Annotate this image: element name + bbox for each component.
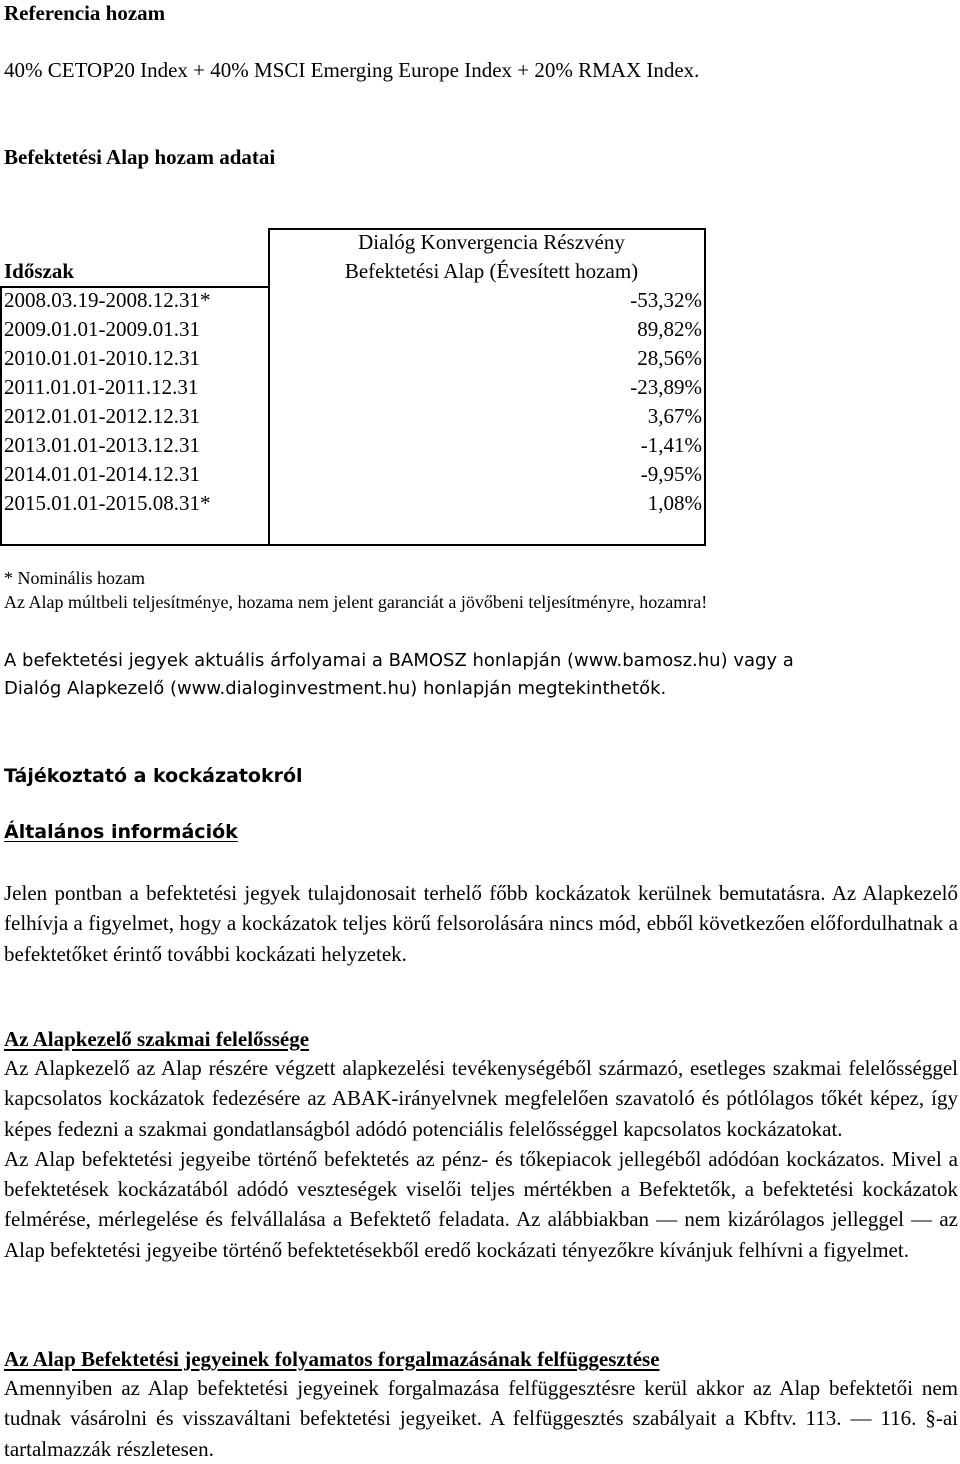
row-period: 2008.03.19-2008.12.31* bbox=[4, 288, 211, 312]
header-period: Időszak bbox=[4, 259, 75, 283]
row-period: 2011.01.01-2011.12.31 bbox=[4, 375, 199, 399]
table-row bbox=[0, 286, 708, 315]
row-value: 1,08% bbox=[647, 491, 702, 515]
general-info-text bbox=[4, 878, 958, 969]
liability-paragraph-2: Az Alap befektetési jegyeibe történő befektetés az pénz- és tőkepiacok jellegéből adódóan kockázatos. Mivel a befektetések kockázatából adódó veszteségek viselői teljes mértékben a Befektetők, a befektetési kockázatok felmérése, mérlegelése és felvállalása a Befektető feladata. Az alábbiakban — nem kizárólagos jelleggel — az Alap befektetési jegyeibe történő befektetésekből eredő kockázati tényezőkre kívánjuk felhívni a figyelmet. bbox=[4, 1146, 958, 1262]
row-period: 2014.01.01-2014.12.31 bbox=[4, 462, 200, 486]
suspension-paragraph: Amennyiben az Alap befektetési jegyeinek forgalmazása felfüggesztésre kerül akkor az Alap befektetői nem tudnak vásárolni és visszaváltani befektetési jegyeiket. A felfüggesztés szabályait a Kbftv. 113. — 116. §-ai tartalmazzák részletesen. bbox=[4, 1376, 958, 1461]
row-value: -9,95% bbox=[640, 462, 702, 486]
prices-info-line1: A befektetési jegyek aktuális árfolyamai a BAMOSZ honlapján (www.bamosz.hu) vagy a bbox=[4, 650, 794, 671]
row-period: 2009.01.01-2009.01.31 bbox=[4, 317, 200, 341]
prices-info-line2: Dialóg Alapkezelő (www.dialoginvestment.hu) honlapján megtekinthetők. bbox=[4, 678, 667, 699]
risks-heading: Tájékoztató a kockázatokról bbox=[4, 765, 303, 787]
row-value: -53,32% bbox=[630, 288, 702, 312]
row-period: 2015.01.01-2015.08.31* bbox=[4, 491, 211, 515]
row-period: 2013.01.01-2013.12.31 bbox=[4, 433, 200, 457]
reference-heading: Referencia hozam bbox=[4, 1, 166, 25]
liability-paragraph-1: Az Alapkezelő az Alap részére végzett alapkezelési tevékenységéből származó, esetleges szakmai felelősséggel kapcsolatos kockázatok fedezésére az ABAK-irányelvnek megfelelően szavatoló és pótlólagos tőkét képez, így képes fedezni a szakmai gondatlanságból adódó potenciális felelősséggel kapcsolatos kockázatokat. bbox=[4, 1056, 958, 1141]
row-value: 89,82% bbox=[637, 317, 702, 341]
row-period: 2012.01.01-2012.12.31 bbox=[4, 404, 200, 428]
header-fund-line1: Dialóg Konvergencia Részvény bbox=[358, 230, 625, 254]
liability-heading: Az Alapkezelő szakmai felelőssége bbox=[4, 1027, 310, 1051]
table-row bbox=[0, 489, 708, 518]
footnote-nominal: * Nominális hozam bbox=[4, 568, 145, 588]
liability-text bbox=[4, 1053, 958, 1265]
returns-table bbox=[0, 228, 708, 518]
table-row bbox=[0, 373, 708, 402]
general-info-paragraph: Jelen pontban a befektetési jegyek tulajdonosait terhelő főbb kockázatok kerülnek bemutatásra. Az Alapkezelő felhívja a figyelmet, hogy a kockázatok teljes körű felsorolására nincs mód, ebből következően előfordulhatnak a befektetőket érintő további kockázati helyzetek. bbox=[4, 881, 958, 966]
general-info-heading: Általános információk bbox=[4, 821, 238, 843]
table-row bbox=[0, 460, 708, 489]
row-value: 3,67% bbox=[647, 404, 702, 428]
table-row bbox=[0, 344, 708, 373]
suspension-text bbox=[4, 1373, 958, 1464]
row-period: 2010.01.01-2010.12.31 bbox=[4, 346, 200, 370]
row-value: -23,89% bbox=[630, 375, 702, 399]
suspension-heading: Az Alap Befektetési jegyeinek folyamatos forgalmazásának felfüggesztése bbox=[4, 1347, 660, 1371]
row-value: -1,41% bbox=[640, 433, 702, 457]
header-fund-line2: Befektetési Alap (Évesített hozam) bbox=[344, 259, 639, 283]
table-row bbox=[0, 315, 708, 344]
header-fund bbox=[275, 228, 708, 286]
row-value: 28,56% bbox=[637, 346, 702, 370]
returns-heading: Befektetési Alap hozam adatai bbox=[4, 145, 276, 169]
reference-index-text: 40% CETOP20 Index + 40% MSCI Emerging Europe Index + 20% RMAX Index. bbox=[4, 58, 700, 82]
table-row bbox=[0, 402, 708, 431]
table-header-row bbox=[0, 228, 708, 286]
table-row bbox=[0, 431, 708, 460]
past-performance-disclaimer: Az Alap múltbeli teljesítménye, hozama nem jelent garanciát a jövőbeni teljesítményre, hozamra! bbox=[4, 592, 708, 612]
